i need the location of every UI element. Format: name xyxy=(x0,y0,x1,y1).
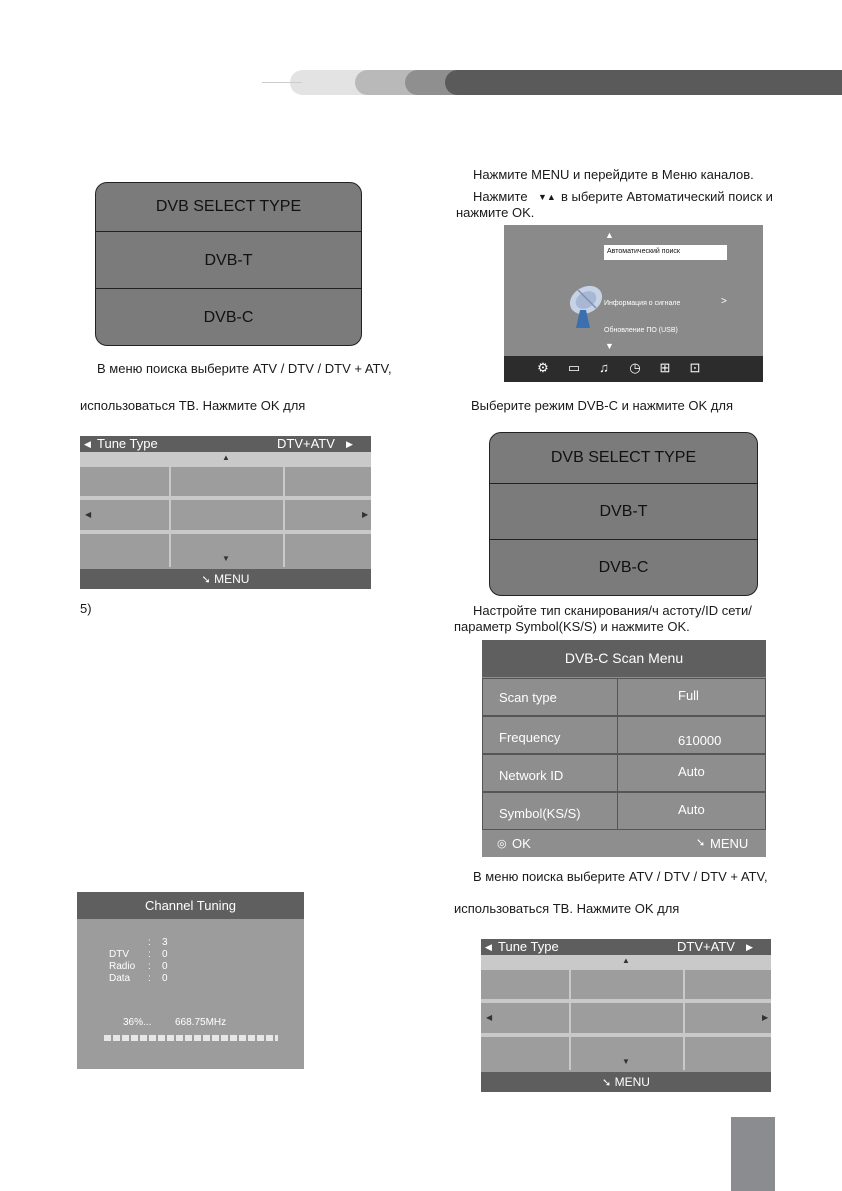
satellite-dish-icon xyxy=(566,280,608,335)
gear-icon[interactable]: ⚙ xyxy=(537,360,549,375)
dvb-select-title-right: DVB SELECT TYPE xyxy=(550,449,697,466)
dvb-option-t-right[interactable]: DVB-T xyxy=(490,483,757,540)
auto-search-item[interactable] xyxy=(604,245,727,260)
tune-menu-label[interactable]: MENU xyxy=(214,572,250,586)
scan-row-scan-type[interactable] xyxy=(482,678,766,716)
ct-row-1-value: 0 xyxy=(162,949,168,960)
scan-ok-label[interactable]: OK xyxy=(512,836,531,851)
arrow-left-small-icon[interactable]: ◀ xyxy=(486,1013,493,1022)
right-text-3: Выберите режим DVB-C и нажмите OK для xyxy=(471,398,733,413)
ct-row-3-colon: : xyxy=(148,973,151,984)
right-text-5: В меню поиска выберите ATV / DTV / DTV + ATV, xyxy=(473,869,768,884)
tune-type-panel-right xyxy=(481,939,771,1092)
clock-icon[interactable]: ◷ xyxy=(629,360,641,375)
ct-row-1-colon: : xyxy=(148,949,151,960)
menu-hand-icon: ➘ xyxy=(696,837,706,849)
tv-icon[interactable]: ▭ xyxy=(567,360,581,375)
ct-row-1-name: DTV xyxy=(109,949,129,960)
menu-icon-bar xyxy=(504,356,763,382)
dvb-select-title: DVB SELECT TYPE xyxy=(155,198,302,215)
lock-icon[interactable]: ⊡ xyxy=(689,360,701,375)
right-text-4b: параметр Symbol(KS/S) и нажмите OK. xyxy=(454,619,690,634)
tune-type-header-right[interactable] xyxy=(481,939,771,955)
scan-menu-panel xyxy=(482,640,766,857)
frequency-value: 610000 xyxy=(678,733,722,748)
scan-row-network-id[interactable] xyxy=(482,754,766,792)
arrow-up-icon[interactable]: ▲ xyxy=(622,956,630,965)
channel-menu-screen xyxy=(504,225,763,382)
ct-row-2-colon: : xyxy=(148,961,151,972)
ct-row-3-value: 0 xyxy=(162,973,168,984)
tune-grid-right xyxy=(481,967,771,1070)
scan-menu-footer xyxy=(482,833,766,857)
arrow-left-small-icon[interactable]: ◀ xyxy=(85,510,92,519)
ct-progress-text: 36%... xyxy=(123,1017,152,1028)
network-id-label: Network ID xyxy=(499,768,564,783)
frequency-label: Frequency xyxy=(499,730,561,745)
dvb-select-panel xyxy=(95,182,362,346)
arrow-right-icon[interactable]: ▶ xyxy=(346,439,353,449)
tune-grid xyxy=(80,464,371,567)
left-text-2: использоваться ТВ. Нажмите OK для xyxy=(80,398,306,413)
arrow-down-icon[interactable]: ▼ xyxy=(222,554,230,563)
ct-row-2-value: 0 xyxy=(162,961,168,972)
tune-type-value: DTV+ATV xyxy=(277,436,335,451)
arrow-up-icon[interactable]: ▲ xyxy=(222,453,230,462)
ct-row-3-name: Data xyxy=(109,973,131,984)
ct-row-0-colon: : xyxy=(148,937,151,948)
network-id-value: Auto xyxy=(678,764,705,779)
tune-type-value-right: DTV+ATV xyxy=(677,939,735,954)
software-update-item[interactable]: Обновление ПО (USB) xyxy=(604,327,678,334)
scan-row-symbol[interactable] xyxy=(482,792,766,830)
right-text-2a: Нажмите xyxy=(473,189,528,204)
apps-grid-icon[interactable]: ⊞ xyxy=(659,360,671,375)
auto-search-label: Автоматический поиск xyxy=(607,248,680,255)
arrow-left-icon[interactable]: ◀ xyxy=(485,942,492,952)
ok-circle-icon: ◎ xyxy=(497,838,507,850)
step-5: 5) xyxy=(80,601,92,616)
down-up-arrows-icon: ▼▲ xyxy=(538,192,556,202)
arrow-right-small-icon[interactable]: ▶ xyxy=(762,1013,769,1022)
chevron-right-icon[interactable]: > xyxy=(721,296,727,307)
tune-type-label: Tune Type xyxy=(97,436,158,451)
right-text-2c: нажмите OK. xyxy=(456,205,535,220)
scan-type-label: Scan type xyxy=(499,690,557,705)
left-text-1: В меню поиска выберите ATV / DTV / DTV + ATV, xyxy=(97,361,392,376)
tune-footer xyxy=(80,569,371,589)
scan-menu-label[interactable]: MENU xyxy=(710,836,749,851)
right-text-4a: Настройте тип сканирования/ч астоту/ID сети/ xyxy=(473,603,752,618)
scan-type-value: Full xyxy=(678,688,699,703)
symbol-label: Symbol(KS/S) xyxy=(499,806,581,821)
scan-row-frequency[interactable] xyxy=(482,716,766,754)
dvb-option-t[interactable]: DVB-T xyxy=(96,231,361,289)
dvb-select-panel-right xyxy=(489,432,758,596)
scan-menu-title: DVB-C Scan Menu xyxy=(482,640,766,677)
ct-row-0-value: 3 xyxy=(162,937,168,948)
right-text-6: использоваться ТВ. Нажмите OK для xyxy=(454,901,680,916)
tune-menu-label-right[interactable]: MENU xyxy=(614,1075,650,1089)
channel-tuning-panel xyxy=(77,892,304,1069)
ct-row-2-name: Radio xyxy=(109,961,136,972)
menu-arrow-up-icon[interactable]: ▲ xyxy=(605,230,614,240)
menu-hand-icon: ➘ xyxy=(602,1077,612,1089)
scroll-strip-right xyxy=(481,955,771,967)
right-text-1: Нажмите MENU и перейдите в Меню каналов. xyxy=(473,167,754,182)
arrow-left-icon[interactable]: ◀ xyxy=(84,439,91,449)
arrow-right-small-icon[interactable]: ▶ xyxy=(362,510,369,519)
right-text-2b: в ыберите Автоматический поиск и xyxy=(561,189,773,204)
arrow-down-icon[interactable]: ▼ xyxy=(622,1057,630,1066)
scroll-strip xyxy=(80,452,371,464)
tune-type-panel xyxy=(80,436,371,589)
tune-footer-right xyxy=(481,1072,771,1092)
ct-frequency: 668.75MHz xyxy=(175,1017,227,1028)
dvb-option-c-right[interactable]: DVB-C xyxy=(490,539,757,596)
menu-hand-icon: ➘ xyxy=(201,574,211,586)
tune-type-label-right: Tune Type xyxy=(498,939,559,954)
music-icon[interactable]: ♫ xyxy=(599,360,609,375)
signal-info-item[interactable]: Информация о сигнале xyxy=(604,300,681,307)
ct-progress-bar xyxy=(104,1035,278,1041)
symbol-value: Auto xyxy=(678,802,705,817)
page-tab xyxy=(731,1117,775,1191)
channel-tuning-title: Channel Tuning xyxy=(77,892,304,919)
menu-arrow-down-icon[interactable]: ▼ xyxy=(605,341,614,351)
dvb-option-c[interactable]: DVB-C xyxy=(96,288,361,346)
tune-type-header[interactable] xyxy=(80,436,371,452)
arrow-right-icon[interactable]: ▶ xyxy=(746,942,753,952)
